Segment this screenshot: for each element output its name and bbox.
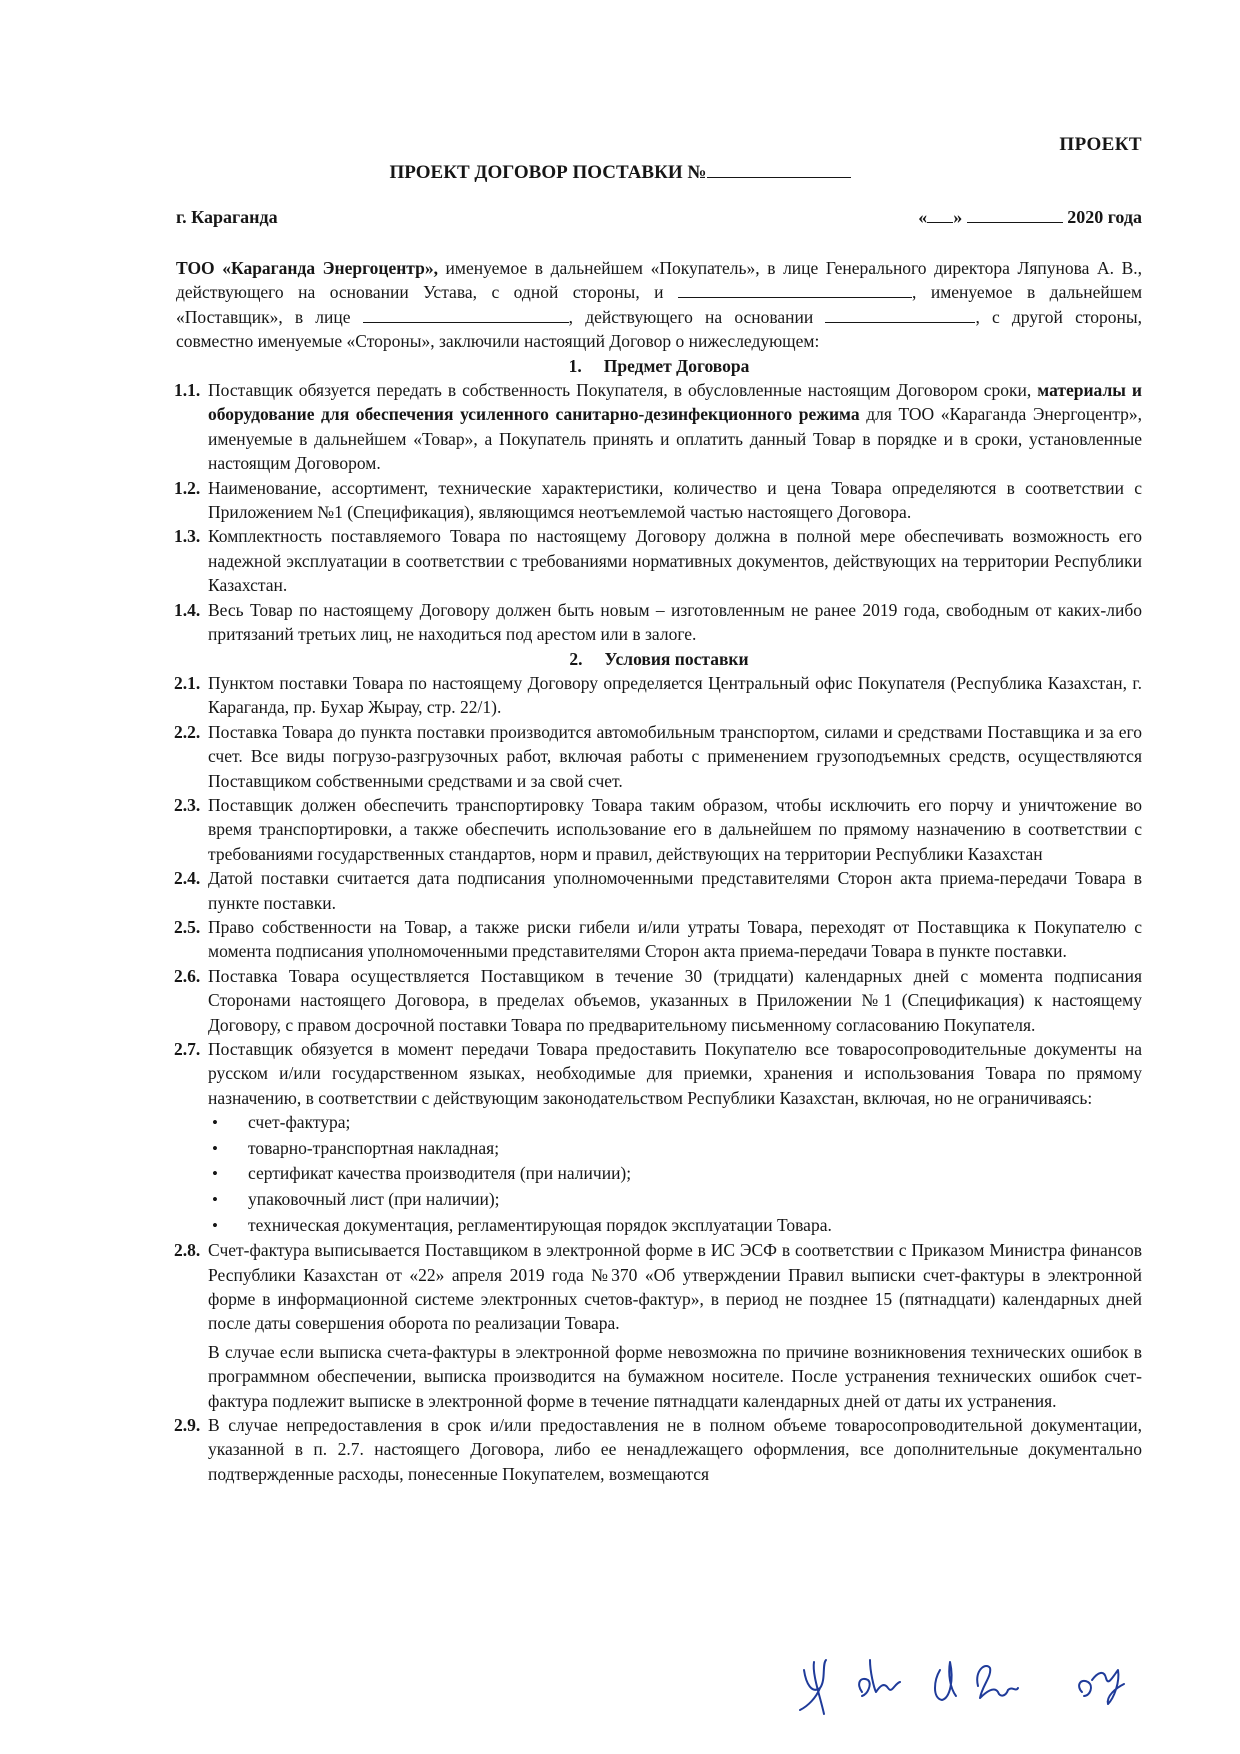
- date-quote-open: «: [918, 207, 928, 227]
- clause-text: Поставщик обязуется в момент передачи Товара предоставить Покупателю все товаросопроводительные документы на русском и/или государственном языках, необходимые для приемки, хранения и использования Товара по прямому назначению, в соответствии с действующим законодательством Республики Казахстан, включая, но не ограничиваясь:: [208, 1039, 1142, 1108]
- clause-1-3: [176, 524, 1142, 597]
- section-heading-2: [176, 647, 1142, 671]
- supplier-name-blank: [678, 282, 912, 298]
- clause-2-7: [176, 1037, 1142, 1110]
- clause-text: Комплектность поставляемого Товара по настоящему Договору должна в полной мере обеспечивать возможность его надежной эксплуатации в соответствии с требованиями нормативных документов, действующих на территории Республики Казахстан.: [208, 526, 1142, 596]
- clause-1-1: [176, 378, 1142, 476]
- contract-body: [176, 256, 1142, 1486]
- clause-text: Поставщик обязуется передать в собственность Покупателя, в обусловленные настоящим Договором сроки,: [208, 380, 1038, 401]
- clause-2-2: [176, 720, 1142, 793]
- draft-stamp: ПРОЕКТ: [1059, 134, 1142, 155]
- clause-text: Счет-фактура выписывается Поставщиком в электронной форме в ИС ЭСФ в соответствии с Приказом Министра финансов Республики Казахстан от «22» апреля 2019 года №370 «Об утверждении Правил выписки счет-фактуры в электронной форме в информационной системе электронных счетов-фактур», в период не позднее 15 (пятнадцати) календарных дней после даты совершения оборота по реализации Товара.: [208, 1240, 1142, 1334]
- preamble: [176, 256, 1142, 354]
- day-blank: [927, 207, 953, 223]
- clause-text: Наименование, ассортимент, технические характеристики, количество и цена Товара определяются в соответствии с Приложением №1 (Спецификация), являющимся неотъемлемой частью настоящего Договора.: [208, 477, 1142, 523]
- section-number: 2.: [569, 648, 583, 669]
- month-blank: [967, 207, 1063, 223]
- clause-number: 2.6.: [174, 965, 201, 986]
- clause-text: Право собственности на Товар, а также риски гибели и/или утраты Товара, переходят от Поставщика к Покупателю с момента подписания уполномоченными представителями Сторон акта приема-передачи Товара в пункте поставки.: [208, 916, 1142, 962]
- list-item: [208, 1110, 1142, 1136]
- clause-2-3: [176, 793, 1142, 866]
- section-heading-1: [176, 354, 1142, 378]
- clause-text: Датой поставки считается дата подписания уполномоченными представителями Сторон акта приема-передачи Товара в пункте поставки.: [208, 868, 1142, 913]
- buyer-name: ТОО «Караганда Энергоцентр»,: [176, 258, 438, 278]
- preamble-text-4: , с другой стороны, совместно именуемые «Стороны», заключили настоящий Договор о нижеследующем:: [176, 306, 1143, 352]
- clause-number: 2.7.: [174, 1039, 201, 1059]
- list-item: [208, 1136, 1142, 1162]
- clause-2-1: [176, 671, 1142, 720]
- section-title: Предмет Договора: [603, 355, 750, 376]
- list-item-text: счет-фактура;: [248, 1112, 351, 1133]
- clause-number: 2.2.: [174, 721, 201, 742]
- list-item-text: упаковочный лист (при наличии);: [248, 1189, 500, 1209]
- clause-text: Пунктом поставки Товара по настоящему Договору определяется Центральный офис Покупателя (Республика Казахстан, г. Караганда, пр. Бухар Жырау, стр. 22/1).: [208, 672, 1142, 718]
- bullet-icon: •: [212, 1113, 218, 1133]
- bullet-icon: •: [212, 1190, 218, 1209]
- clause-text: Поставка Товара осуществляется Поставщиком в течение 30 (тридцати) календарных дней с момента подписания Сторонами настоящего Договора, в пределах объемов, указанных в Приложении №1 (Спецификация) к настоящему Договору, с правом досрочной поставки Товара по предварительному письменному согласованию Покупателя.: [208, 965, 1142, 1035]
- signature-mark-3: [935, 1662, 956, 1700]
- signature-mark-2: [859, 1660, 900, 1696]
- clause-1-2: [176, 476, 1142, 525]
- section-title: Условия поставки: [604, 648, 749, 669]
- year-text: 2020 года: [1067, 207, 1142, 227]
- preamble-text-3: , действующего на основании: [568, 306, 814, 327]
- clause-text: В случае непредоставления в срок и/или предоставления не в полном объеме товаросопроводительной документации, указанной в п. 2.7. настоящего Договора, либо ее ненадлежащего оформления, все дополнительные документально подтвержденные расходы, понесенные Покупателем, возмещаются: [208, 1415, 1142, 1484]
- signature-mark-5: [1079, 1670, 1124, 1704]
- clause-number: 2.9.: [174, 1415, 201, 1436]
- clause-2-9: [176, 1413, 1142, 1486]
- clause-text: Поставка Товара до пункта поставки производится автомобильным транспортом, силами и средствами Поставщика и за его счет. Все виды погрузо-разгрузочных работ, включая работы с применением грузоподъемных средств, осуществляются Поставщиком собственными средствами и за свой счет.: [208, 721, 1142, 791]
- bullet-icon: •: [212, 1164, 218, 1184]
- list-item: [208, 1161, 1142, 1187]
- clause-number: 1.3.: [174, 526, 201, 547]
- supplier-rep-blank: [363, 307, 569, 323]
- clause-text: Весь Товар по настоящему Договору должен быть новым – изготовленным не ранее 2019 года, свободным от каких-либо притязаний третьих лиц, не находиться под арестом или в залоге.: [208, 599, 1142, 645]
- list-item-text: техническая документация, регламентирующая порядок эксплуатации Товара.: [248, 1214, 832, 1235]
- contract-date: [918, 207, 1142, 228]
- signature-mark-4: [977, 1666, 1018, 1698]
- section-number: 1.: [568, 355, 582, 376]
- clause-bold-text: материалы и оборудование для обеспечения усиленного санитарно-дезинфекционного режима: [208, 380, 1142, 425]
- clause-number: 2.3.: [174, 794, 201, 815]
- clause-2-5: [176, 915, 1142, 964]
- clause-number: 1.4.: [174, 599, 201, 620]
- clause-2-8-continuation: В случае если выписка счета-фактуры в электронной форме невозможна по причине возникновения технических ошибок в программном обеспечении, выписка производится на бумажном носителе. После устранения технических ошибок счет-фактура подлежит выписке в электронной форме в течение пятнадцати календарных дней от даты их устранения.: [208, 1341, 1142, 1411]
- initials-signatures: [790, 1640, 1150, 1720]
- bullet-icon: •: [212, 1138, 218, 1158]
- clause-number: 2.1.: [174, 672, 201, 693]
- clause-number: 1.1.: [174, 380, 201, 401]
- list-item: [208, 1213, 1142, 1239]
- clause-number: 2.8.: [174, 1240, 201, 1261]
- documents-list: [176, 1110, 1142, 1238]
- clause-2-8: [176, 1238, 1142, 1336]
- clause-text: для ТОО «Караганда Энергоцентр», именуемые в дальнейшем «Товар», а Покупатель принять и оплатить данный Товар в порядке и в сроки, установленные настоящим Договором.: [208, 404, 1142, 474]
- clause-number: 2.5.: [174, 916, 201, 937]
- list-item-text: товарно-транспортная накладная;: [248, 1137, 500, 1158]
- preamble-text-1: именуемое в дальнейшем «Покупатель», в лице Генерального директора Ляпунова А. В., действующего на основании Устава, с одной стороны, и: [176, 258, 1142, 303]
- preamble-paragraph: ТОО «Караганда Энергоцентр», именуемое в дальнейшем «Покупатель», в лице Генерального директора Ляпунова А. В., действующего на основании Устава, с одной стороны, и , именуемое в дальнейшем «Поставщик», в лице , действующего на основании , с другой стороны, совместно именуемые «Стороны», заключили настоящий Договор о нижеследующем:: [176, 258, 1143, 352]
- clause-2-6: [176, 964, 1142, 1037]
- list-item-text: сертификат качества производителя (при наличии);: [248, 1163, 632, 1184]
- city: г. Караганда: [176, 207, 278, 227]
- contract-title-text: ПРОЕКТ ДОГОВОР ПОСТАВКИ №: [389, 162, 707, 183]
- clause-1-4: [176, 598, 1142, 647]
- handwritten-initials-icon: [790, 1640, 1150, 1720]
- preamble-text-2: именуемое в дальнейшем «Поставщик», в лице: [176, 282, 1143, 327]
- list-item: [208, 1187, 1142, 1213]
- date-quote-close: »: [953, 207, 963, 227]
- signature-mark-1: [800, 1660, 826, 1714]
- clause-number: 1.2.: [174, 477, 201, 498]
- bullet-icon: •: [212, 1215, 218, 1235]
- contract-title: [0, 160, 1240, 184]
- clause-number: 2.4.: [174, 868, 201, 889]
- clause-text: Поставщик должен обеспечить транспортировку Товара таким образом, чтобы исключить его порчу и уничтожение во время транспортировки, а также обеспечить использование его в дальнейшем по прямому назначению в соответствии с требованиями государственных стандартов, норм и правил, действующих на территории Республики Казахстан: [208, 794, 1142, 864]
- supplier-basis-blank: [825, 307, 975, 323]
- clause-2-4: [176, 866, 1142, 915]
- contract-number-blank: [707, 160, 851, 178]
